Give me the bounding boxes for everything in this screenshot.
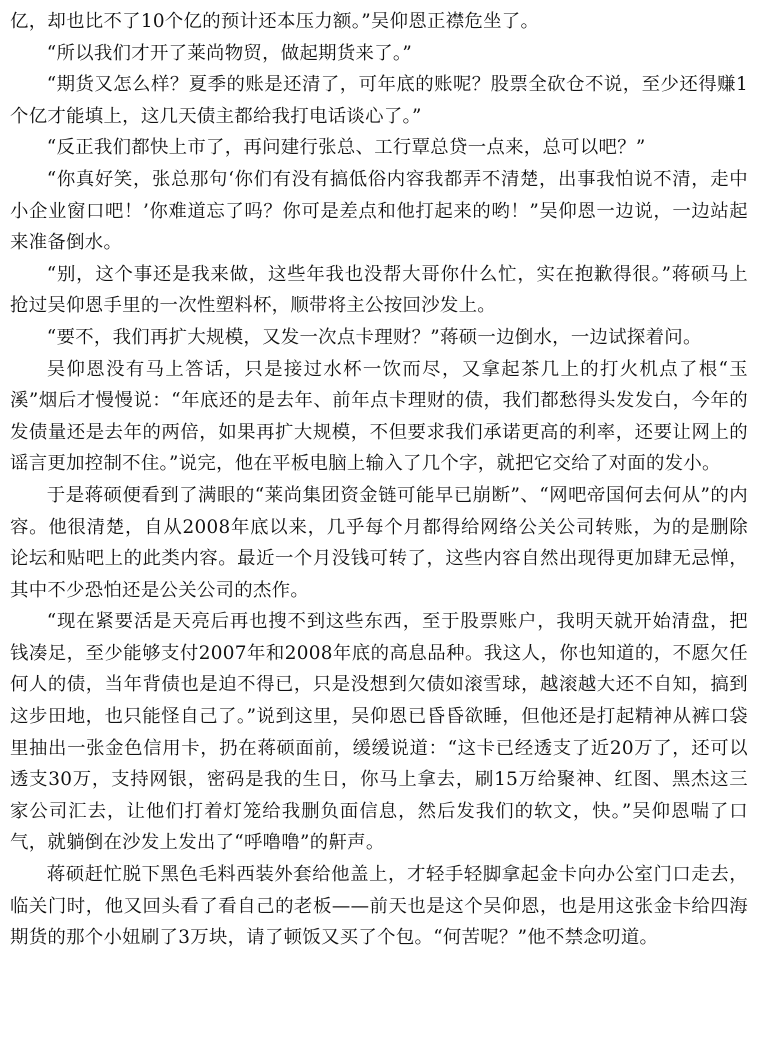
document-page	[10, 6, 748, 954]
paragraph-11: 蒋硕赶忙脱下黑色毛料西装外套给他盖上，才轻手轻脚拿起金卡向办公室门口走去，临关门时，他又回头看了看自己的老板——前天也是这个吴仰恩，也是用这张金卡给四海期货的那个小妞刷了3万块，请了顿饭又买了个包。“何苦呢？”他不禁念叨道。	[10, 864, 748, 949]
paragraph-6: “别，这个事还是我来做，这些年我也没帮大哥你什么忙，实在抱歉得很。”蒋硕马上抢过吴仰恩手里的一次性塑料杯，顺带将主公按回沙发上。	[10, 263, 748, 317]
paragraph-3: “期货又怎么样？夏季的账是还清了，可年底的账呢？股票全砍仓不说，至少还得赚1个亿才能填上，这几天债主都给我打电话谈心了。”	[10, 74, 748, 127]
paragraph-1: 亿，却也比不了10个亿的预计还本压力额。”吴仰恩正襟危坐了。	[10, 11, 540, 32]
paragraph-7: “要不，我们再扩大规模，又发一次点卡理财？”蒋硕一边倒水，一边试探着问。	[46, 326, 702, 348]
paragraph-9: 于是蒋硕便看到了满眼的“莱尚集团资金链可能早已崩断”、“网吧帝国何去何从”的内容。他很清楚，自从2008年底以来，几乎每个月都得给网络公关公司转账，为的是删除论坛和贴吧上的此类内容。最近一个月没钱可转了，这些内容自然出现得更加肆无忌惮，其中不少恐怕还是公关公司的杰作。	[10, 484, 748, 601]
paragraph-5: “你真好笑，张总那句‘你们有没有搞低俗内容我都弄不清楚，出事我怕说不清，走中小企业窗口吧！’你难道忘了吗？你可是差点和他打起来的哟！”吴仰恩一边说，一边站起来准备倒水。	[10, 168, 748, 254]
paragraph-8: 吴仰恩没有马上答话，只是接过水杯一饮而尽，又拿起茶几上的打火机点了根“玉溪”烟后才慢慢说：“年底还的是去年、前年点卡理财的债，我们都愁得头发发白，今年的发债量还是去年的两倍，如果再扩大规模，不但要求我们承诺更高的利率，还要让网上的谣言更加控制不住。”说完，他在平板电脑上输入了几个字，就把它交给了对面的发小。	[10, 358, 748, 475]
paragraph-2: “所以我们才开了莱尚物贸，做起期货来了。”	[46, 42, 413, 64]
paragraph-4: “反正我们都快上市了，再问建行张总、工行覃总贷一点来，总可以吧？”	[46, 137, 646, 159]
paragraph-10: “现在紧要活是天亮后再也搜不到这些东西，至于股票账户，我明天就开始清盘，把钱凑足，至少能够支付2007年和2008年底的高息品种。我这人，你也知道的，不愿欠任何人的债，当年背债也是迫不得已，只是没想到欠债如滚雪球，越滚越大还不自知，搞到这步田地，也只能怪自己了。”说到这里，吴仰恩已昏昏欲睡，但他还是打起精神从裤口袋里抽出一张金色信用卡，扔在蒋硕面前，缓缓说道：“这卡已经透支了近20万了，还可以透支30万，支持网银，密码是我的生日，你马上拿去，刷15万给聚神、红图、黑杰这三家公司汇去，让他们打着灯笼给我删负面信息，然后发我们的软文，快。”吴仰恩喘了口气，就躺倒在沙发上发出了“呼噜噜”的鼾声。	[10, 611, 748, 854]
